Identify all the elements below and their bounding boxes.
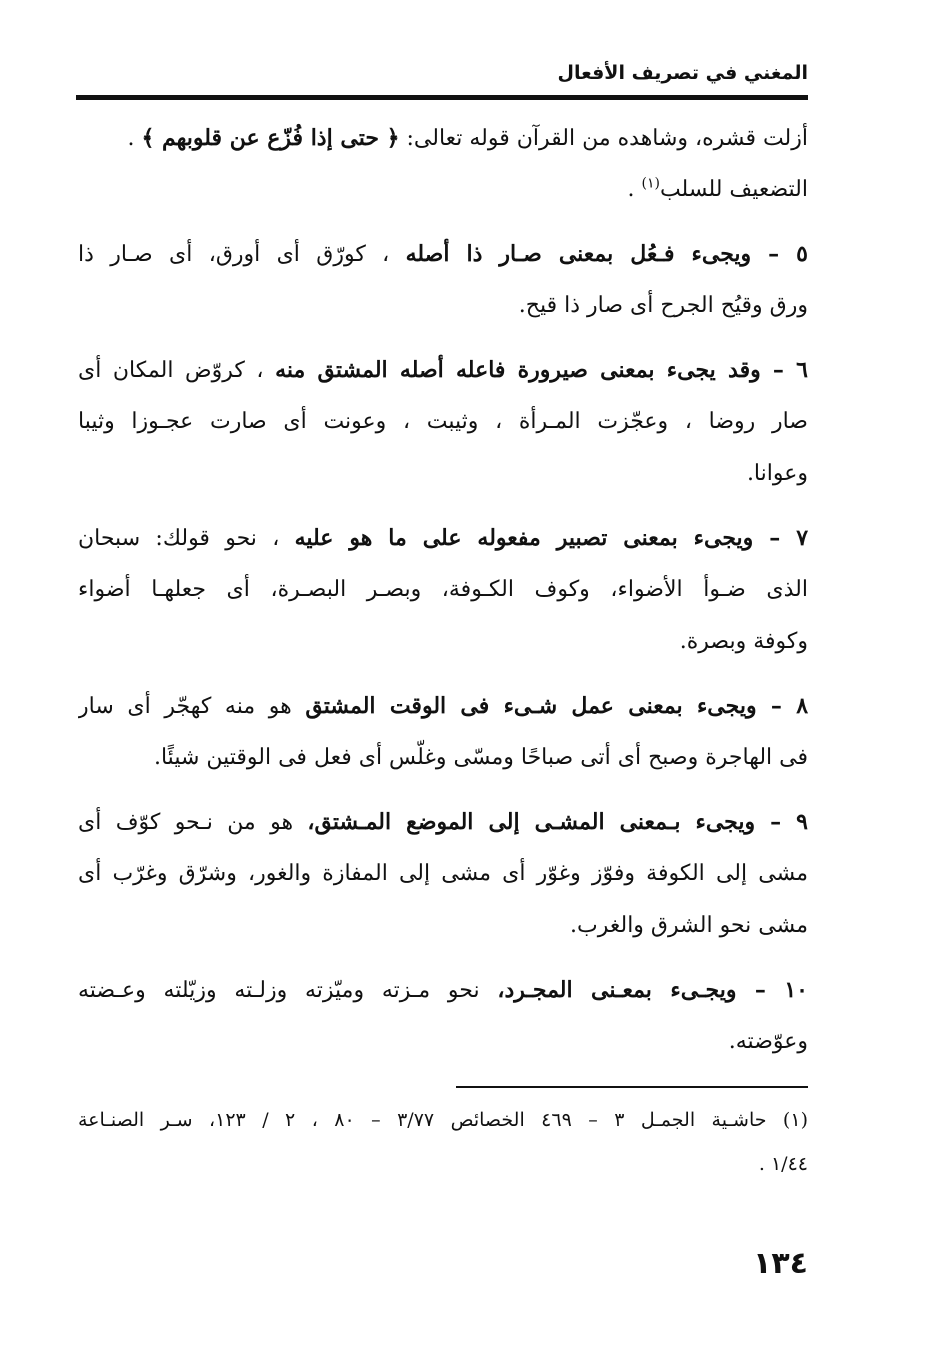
text-line [78,164,808,216]
quran-quote: ﴿ حتى إذا فُزّع عن قلوبهم ﴾ [141,125,400,151]
section-heading: ٨ – ويجىء بمعنى عمل شـىء فى الوقت المشتق [305,693,808,719]
paragraph-9 [78,796,808,952]
text-line [78,112,808,164]
page-number: ١٣٤ [753,1246,808,1281]
footnote-line: (١) حاشـية الجمـل ٣ – ٤٦٩ الخصائص ٣/٧٧ – ٨٠ ، ٢ / ١٢٣، سـر الصنـاعة [78,1109,808,1131]
footnotes [78,1098,808,1186]
section-heading: ٥ – ويجىء فـعُل بمعنى صـار ذا أصله [405,241,808,267]
paragraph-10 [78,964,808,1068]
text-line [78,344,808,396]
text-line: وعوّضته. [728,1029,808,1054]
text-line: مشى إلى الكوفة وفوّز وغوّر أى مشى إلى المفازة والغور، وشرّق وغرّب أى [78,861,808,886]
text-line [78,228,808,280]
paragraph-4-continued [78,112,808,216]
text-span: ، كروّض المكان أى [78,358,276,383]
text-span: نحو مـزته وميّزته وزلـته وزيّلته وعـضته [78,978,498,1003]
paragraph-5 [78,228,808,332]
text-line [78,796,808,848]
text-line: وعوانا. [746,461,808,486]
section-heading: ١٠ – ويجـىء بمعـنى المجـرد، [497,977,808,1003]
footnote-line: ١/٤٤ . [758,1153,808,1175]
text-span: . [627,177,642,202]
footnote-rule [456,1086,808,1088]
text-line [78,680,808,732]
text-line: الذى ضـوأ الأضواء، وكوف الكـوفة، وبصـر البصـرة، أى جعلهـا أضواء [78,577,808,602]
paragraph-6 [78,344,808,500]
text-span: ، كورّق أى أورق، أى صـار ذا [78,242,406,267]
running-header: المغني في تصريف الأفعال [557,62,808,84]
paragraph-7 [78,512,808,668]
text-line: صار روضا ، وعجّزت المـرأة ، وثيبت ، وعونت أى صارت عجـوزا وثيبا [78,409,808,434]
text-line [78,964,808,1016]
section-heading: ٧ – ويجىء بمعنى تصبير مفعوله على ما هو عليه [294,525,808,551]
text-span: هو منه كهجّر أى سار [78,694,306,719]
header-rule [76,95,808,100]
text-span: ، نحو قولك: سبحان [78,526,295,551]
text-span: أزلت قشره، وشاهده من القرآن قوله تعالى: [399,126,808,151]
text-span: هو من نـحو كوّف أى [78,810,308,835]
body-text [78,112,808,1068]
section-heading: ٩ – ويجىء بـمعنى المشـى إلى الموضع المـشتق، [307,809,808,835]
text-line: وكوفة وبصرة. [679,629,808,654]
section-heading: ٦ – وقد يجىء بمعنى صيرورة فاعله أصله المشتق منه [275,357,808,383]
text-line: فى الهاجرة وصبح أى أتى صباحًا ومسّى وغلّس أى فعل فى الوقتين شيئًا. [153,745,808,770]
text-line: مشى نحو الشرق والغرب. [570,913,808,938]
text-span: . [127,126,142,151]
text-span: التضعيف للسلب [659,177,808,202]
text-line: ورق وقيُح الجرح أى صار ذا قيح. [518,293,808,318]
footnote-ref: (١) [641,175,660,192]
text-line [78,512,808,564]
paragraph-8 [78,680,808,784]
